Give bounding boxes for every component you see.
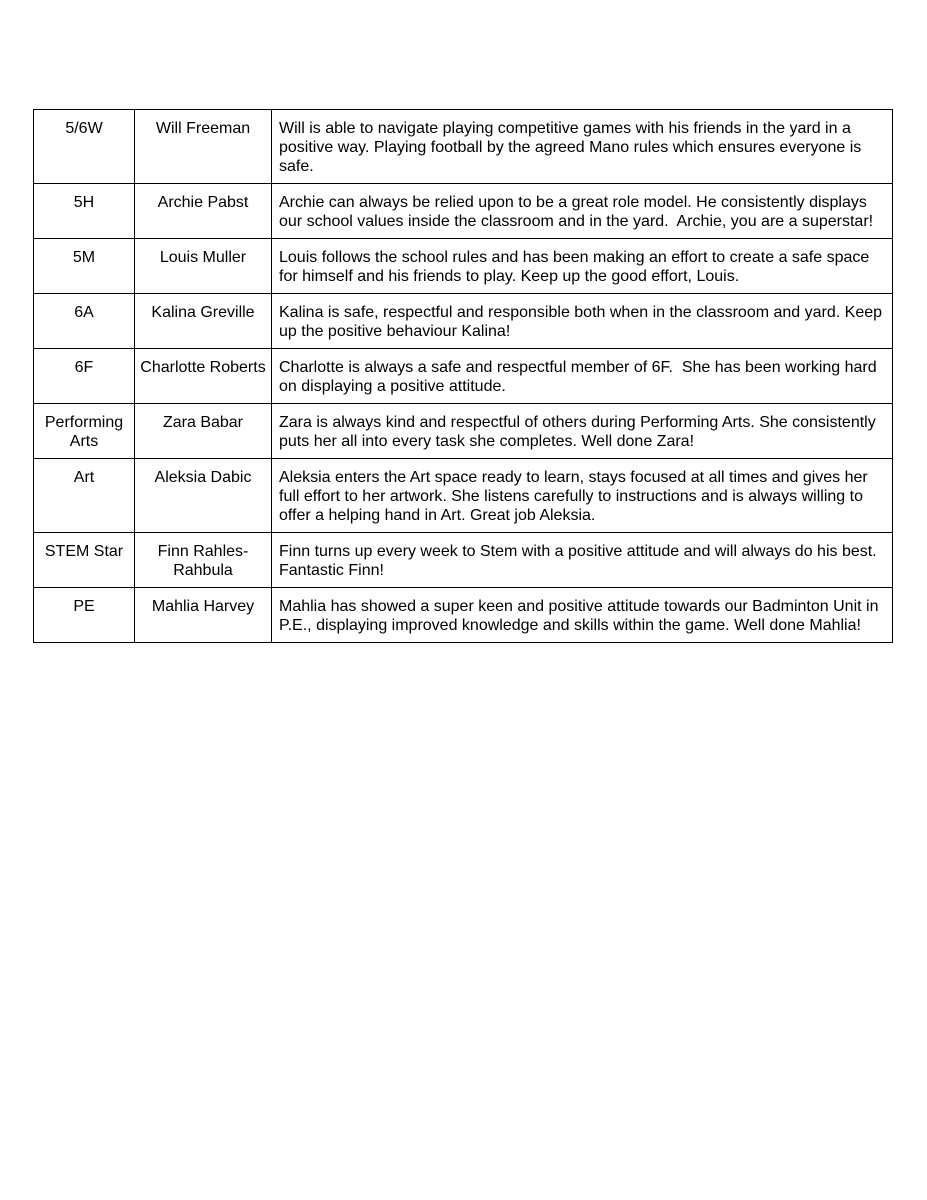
class-label: Performing Arts [44, 414, 127, 450]
comment-cell [272, 459, 893, 533]
student-name-cell [135, 459, 272, 533]
student-name-cell [135, 239, 272, 294]
class-cell [34, 239, 135, 294]
student-name-cell [135, 588, 272, 643]
student-name-cell [135, 294, 272, 349]
comment-text: Will is able to navigate playing competitive games with his friends in the yard in a positive way. Playing football by the agreed Mano rules which ensures everyone is safe. [279, 120, 866, 175]
comment-cell [272, 239, 893, 294]
student-name-cell [135, 349, 272, 404]
student-name-cell [135, 533, 272, 588]
comment-cell [272, 294, 893, 349]
comment-cell [272, 349, 893, 404]
table-row [34, 294, 893, 349]
class-cell [34, 110, 135, 184]
class-label: 5M [72, 249, 96, 266]
class-label: STEM Star [44, 543, 124, 560]
class-label: 6A [74, 304, 94, 321]
class-label: Art [73, 469, 95, 486]
student-name-cell [135, 110, 272, 184]
student-name-cell [135, 184, 272, 239]
student-name: Zara Babar [162, 414, 244, 431]
comment-text: Zara is always kind and respectful of others during Performing Arts. She consistently puts her all into every task she completes. Well done Zara! [279, 414, 881, 450]
student-name: Aleksia Dabic [154, 469, 252, 486]
comment-text: Kalina is safe, respectful and responsible both when in the classroom and yard. Keep up the positive behaviour Kalina! [279, 304, 887, 340]
table-row [34, 239, 893, 294]
comment-text: Mahlia has showed a super keen and positive attitude towards our Badminton Unit in P.E., displaying improved knowledge and skills within the game. Well done Mahlia! [279, 598, 883, 634]
table-row [34, 110, 893, 184]
class-cell [34, 404, 135, 459]
comment-text: Louis follows the school rules and has been making an effort to create a safe space for himself and his friends to play. Keep up the good effort, Louis. [279, 249, 874, 285]
student-name-cell [135, 404, 272, 459]
comment-text: Charlotte is always a safe and respectful member of 6F. She has been working hard on displaying a positive attitude. [279, 359, 882, 395]
comment-text: Aleksia enters the Art space ready to learn, stays focused at all times and gives her full effort to her artwork. She listens carefully to instructions and is always willing to offer a helping hand in Art. Great job Aleksia. [279, 469, 873, 524]
class-cell [34, 588, 135, 643]
class-cell [34, 533, 135, 588]
student-name: Kalina Greville [151, 304, 255, 321]
class-cell [34, 349, 135, 404]
class-cell [34, 294, 135, 349]
comment-text: Archie can always be relied upon to be a great role model. He consistently displays our school values inside the classroom and in the yard. Archie, you are a superstar! [279, 194, 874, 230]
class-label: 5/6W [65, 120, 103, 137]
class-cell [34, 459, 135, 533]
awards-table-body [34, 110, 893, 643]
comment-cell [272, 110, 893, 184]
table-row [34, 349, 893, 404]
student-name: Will Freeman [155, 120, 251, 137]
class-label: 6F [74, 359, 94, 376]
table-row [34, 459, 893, 533]
student-name: Louis Muller [159, 249, 247, 266]
table-row [34, 184, 893, 239]
comment-cell [272, 184, 893, 239]
class-cell [34, 184, 135, 239]
comment-cell [272, 588, 893, 643]
student-name: Finn Rahles-Rahbula [157, 543, 249, 579]
student-name: Charlotte Roberts [140, 359, 266, 376]
student-name: Mahlia Harvey [151, 598, 255, 615]
table-row [34, 588, 893, 643]
table-row [34, 533, 893, 588]
student-name: Archie Pabst [157, 194, 249, 211]
class-label: PE [73, 598, 95, 615]
table-row [34, 404, 893, 459]
awards-table [33, 109, 893, 643]
comment-cell [272, 533, 893, 588]
comment-text: Finn turns up every week to Stem with a positive attitude and will always do his best. Fantastic Finn! [279, 543, 882, 579]
comment-cell [272, 404, 893, 459]
class-label: 5H [73, 194, 95, 211]
